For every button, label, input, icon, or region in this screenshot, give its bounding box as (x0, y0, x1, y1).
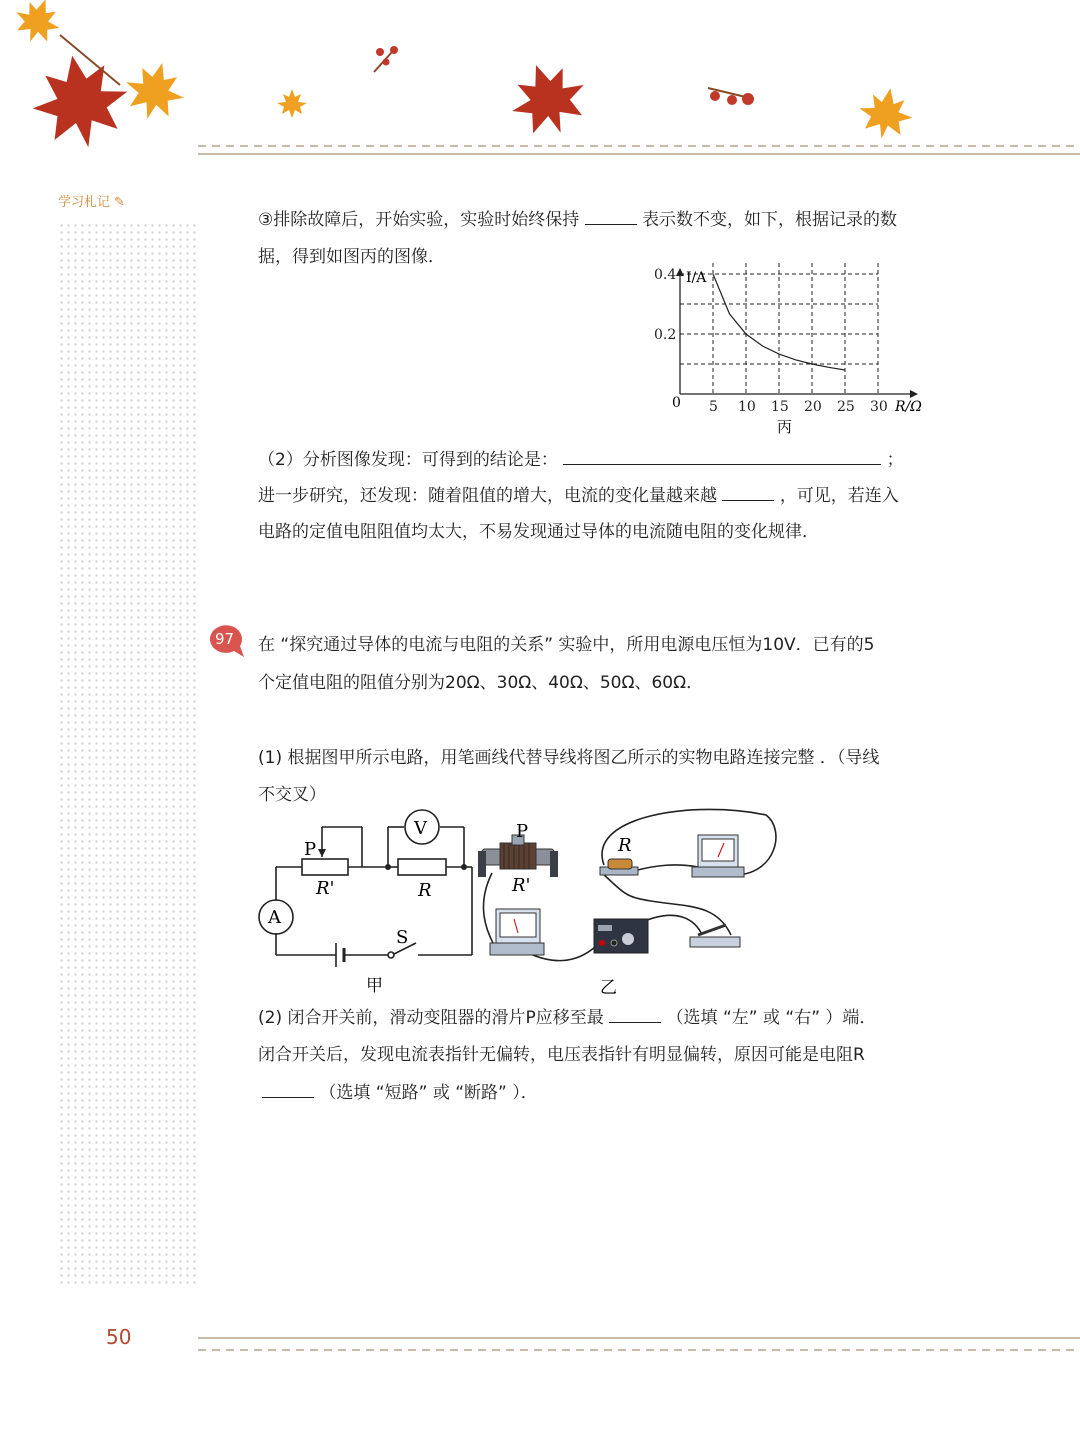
berry-icon (708, 88, 754, 105)
q97-line2: 个定值电阻的阻值分别为20Ω、30Ω、40Ω、50Ω、60Ω． (258, 673, 704, 693)
label-P: P (304, 839, 317, 860)
footer-lines (198, 1334, 1080, 1354)
y-axis-label: I/A (686, 270, 707, 286)
answer-blank[interactable] (262, 1083, 314, 1098)
header-decoration (0, 0, 1080, 170)
answer-blank[interactable] (722, 486, 774, 501)
x-axis-label: R/Ω (895, 399, 922, 415)
power-supply-device (594, 919, 648, 953)
origin-label: 0 (672, 395, 681, 411)
ammeter-device (490, 909, 544, 955)
q96-line1: ③排除故障后，开始实验，实验时始终保持 表示数不变，如下，根据记录的数 (258, 210, 898, 230)
y-tick-label: 0.4 (654, 267, 677, 284)
label-S: S (396, 927, 409, 948)
voltmeter-device (692, 835, 744, 877)
rheostat-symbol (302, 859, 348, 875)
x-tick-label: 5 (709, 399, 718, 415)
label-R: R (418, 880, 432, 901)
q97-part1-line1: (1) 根据图甲所示电路，用笔画线代替导线将图乙所示的实物电路连接完整 ．（导线 (258, 748, 880, 768)
x-tick-label: 15 (771, 399, 789, 415)
sidebar-label: 学习札记 ✎ (58, 195, 126, 210)
label-R: R (618, 835, 632, 856)
question-number-badge (206, 625, 246, 655)
y-tick-label: 0.2 (654, 327, 677, 344)
q96-line2: 据，得到如图丙的图像． (258, 247, 445, 267)
x-tick-label: 10 (738, 399, 756, 415)
q97-part1-line2: 不交叉） (258, 785, 326, 805)
q96-part2-line1: （2）分析图像发现：可得到的结论是： ； (258, 450, 904, 470)
maple-leaf-icon (9, 0, 68, 49)
label-A: A (268, 907, 281, 928)
maple-leaf-icon (25, 47, 136, 155)
graph-caption: 丙 (777, 418, 793, 436)
q97-part2-line2: 闭合开关后，发现电流表指针无偏转，电压表指针有明显偏转，原因可能是电阻R (258, 1045, 865, 1065)
resistor-symbol (398, 859, 446, 875)
maple-leaf-icon (118, 55, 191, 127)
answer-blank[interactable] (563, 450, 881, 465)
maple-leaf-icon (855, 84, 917, 144)
x-tick-label: 25 (837, 399, 855, 415)
circuit-diagram-jia (250, 805, 490, 997)
x-arrow-icon (910, 390, 918, 398)
answer-blank[interactable] (609, 1008, 661, 1023)
q97-part2-line1: (2) 闭合开关前，滑动变阻器的滑片P应移至最 （选填 “左” 或 “右” ）端． (258, 1008, 877, 1028)
label-P: P (516, 821, 529, 842)
q97-part2-line3: （选填 “短路” 或 “断路” ）． (262, 1078, 538, 1103)
label-V: V (414, 818, 427, 839)
x-tick-label: 20 (804, 399, 822, 415)
resistor-device (600, 859, 638, 875)
answer-blank[interactable] (585, 210, 637, 225)
question-number: 97 (215, 630, 235, 648)
label-R-prime: R' (316, 878, 335, 899)
q97-line1: 在 “探究通过导体的电流与电阻的关系” 实验中，所用电源电压恒为10V．已有的5 (258, 635, 875, 655)
label-R-prime: R' (512, 875, 531, 896)
notes-dot-grid (58, 222, 196, 1286)
y-arrow-icon (676, 268, 684, 276)
graph-bing (640, 262, 940, 440)
maple-leaf-icon (500, 52, 596, 146)
caption-jia: 甲 (366, 976, 383, 996)
caption-yi: 乙 (600, 978, 617, 997)
x-tick-label: 30 (870, 399, 888, 415)
q96-part2-line3: 电路的定值电阻阻值均太大，不易发现通过导体的电流随电阻的变化规律． (258, 522, 819, 542)
slider-arrow-icon (318, 849, 326, 857)
pencil-icon: ✎ (114, 195, 126, 210)
physical-circuit-yi (476, 805, 786, 997)
q96-part2-line2: 进一步研究，还发现：随着阻值的增大，电流的变化量越来越 ，可见，若连入 (258, 486, 899, 506)
page-number: 50 (106, 1325, 132, 1349)
maple-leaf-icon (277, 89, 307, 118)
berry-icon (374, 46, 398, 72)
